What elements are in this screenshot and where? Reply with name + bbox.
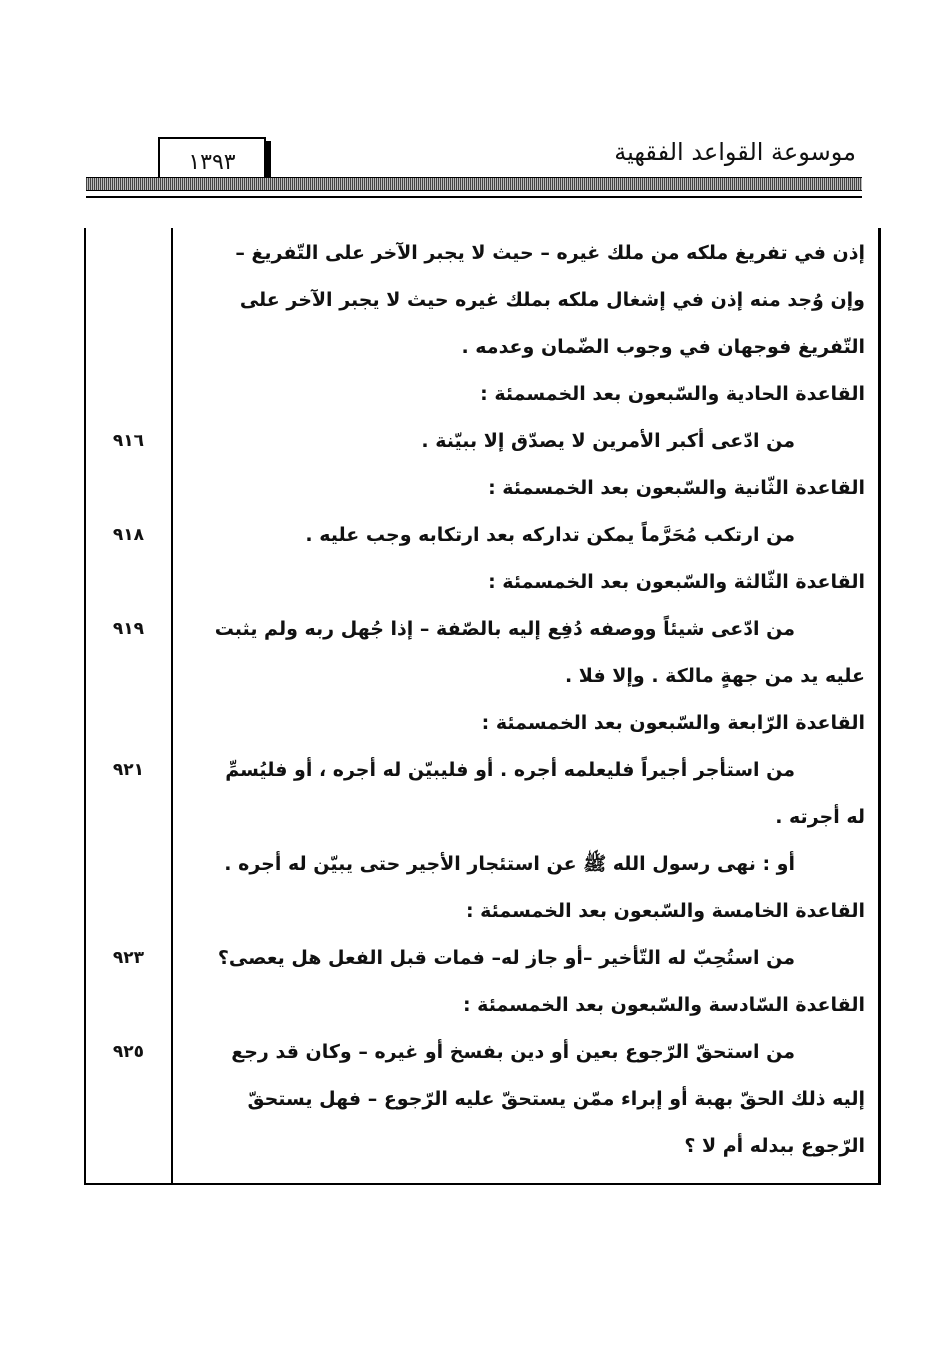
rule-text: من ادّعى شيئاً ووصفه دُفِع إليه بالصّفة – إذا جُهل ربه ولم يثبت xyxy=(214,618,795,640)
rule-text: من استُحِبّ له التّأخير –أو جاز له– فمات قبل الفعل هل يعصى؟ xyxy=(217,947,795,969)
text-line: عليه يد من جهةٍ مالكة . وإلا فلا . xyxy=(564,665,865,687)
rule-text: من استحقّ الرّجوع بعين أو دين بفسخ أو غيره – وكان قد رجع xyxy=(231,1041,795,1063)
frame-bottom-border xyxy=(84,1183,881,1185)
page-number: ١٣٩٣ xyxy=(158,137,266,187)
margin-number: ٩٢٣ xyxy=(112,948,145,968)
text-line: الرّجوع ببدله أم لا ؟ xyxy=(684,1135,865,1157)
margin-number: ٩١٩ xyxy=(112,619,145,639)
text-line: وإن وُجد منه إذن في إشغال ملكه بملك غيره حيث لا يجبر الآخر على xyxy=(239,289,865,311)
rule-text: من ارتكب مُحَرَّماً يمكن تداركه بعد ارتكابه وجب عليه . xyxy=(305,524,795,546)
text-line: له أجرته . xyxy=(775,806,865,828)
rule-text: من ادّعى أكبر الأمرين لا يصدّق إلا ببيّنة . xyxy=(421,430,795,452)
rule-text: أو : نهى رسول الله ﷺ عن استئجار الأجير حتى يبيّن له أجره . xyxy=(224,853,795,875)
rule-heading: القاعدة الخامسة والسّبعون بعد الخمسمئة : xyxy=(465,900,865,922)
rule-heading: القاعدة الحادية والسّبعون بعد الخمسمئة : xyxy=(480,383,865,405)
margin-number: ٩٢٥ xyxy=(112,1042,145,1062)
header-rule-band xyxy=(86,177,862,191)
body-text xyxy=(175,230,865,1170)
margin-number: ٩١٦ xyxy=(112,431,145,451)
rule-heading: القاعدة السّادسة والسّبعون بعد الخمسمئة : xyxy=(462,994,865,1016)
frame-column-divider xyxy=(171,228,173,1185)
rule-text: من استأجر أجيراً فليعلمه أجره . أو فليبيّن له أجره ، أو فليُسمِّ xyxy=(225,759,795,781)
frame-right-border xyxy=(878,228,881,1185)
rule-heading: القاعدة الرّابعة والسّبعون بعد الخمسمئة : xyxy=(481,712,865,734)
text-line: إليه ذلك الحقّ بهبة أو إبراء ممّن يستحقّ عليه الرّجوع – فهل يستحقّ xyxy=(247,1088,865,1110)
text-line: إذن في تفريغ ملكه من ملك غيره – حيث لا يجبر الآخر على التّفريغ – xyxy=(235,242,865,264)
margin-number: ٩٢١ xyxy=(112,760,145,780)
text-line: التّفريغ فوجهان في وجوب الضّمان وعدمه . xyxy=(461,336,865,358)
margin-number: ٩١٨ xyxy=(112,525,145,545)
rule-heading: القاعدة الثّانية والسّبعون بعد الخمسمئة : xyxy=(488,477,865,499)
header-rule-line xyxy=(86,196,862,198)
encyclopedia-title: موسوعة القواعد الفقهية xyxy=(614,138,856,166)
rule-heading: القاعدة الثّالثة والسّبعون بعد الخمسمئة : xyxy=(488,571,865,593)
